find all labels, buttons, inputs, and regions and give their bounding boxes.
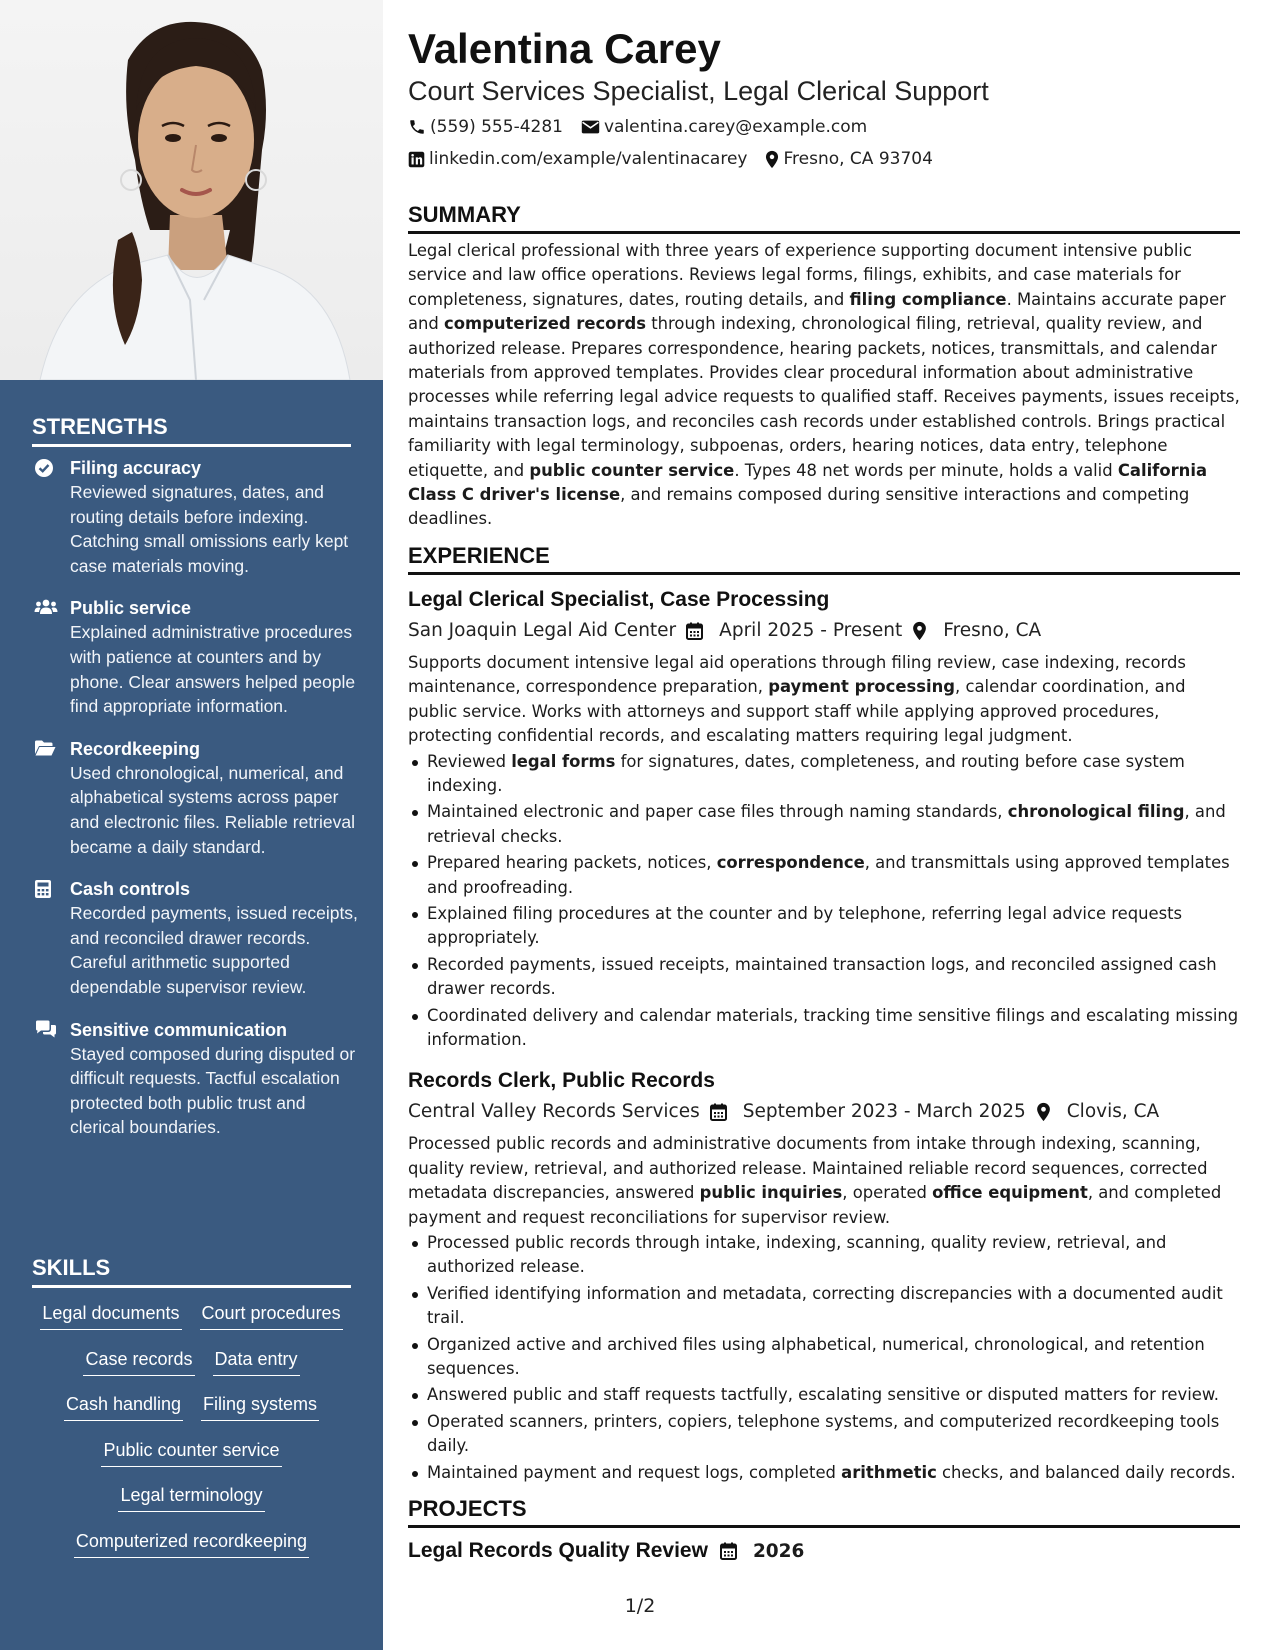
skill-tag: Case records	[83, 1348, 194, 1376]
sidebar	[0, 0, 383, 1650]
map-pin-icon	[1036, 1102, 1059, 1122]
skill-row	[24, 1302, 359, 1348]
job-dates	[686, 615, 902, 647]
bullet-item	[408, 1004, 1240, 1053]
job-entry	[408, 585, 1240, 1053]
bullet-item	[408, 953, 1240, 1002]
text-run: Processed public records through intake, indexing, scanning, quality review, retrieval, and authorized release.	[427, 1233, 1167, 1277]
text-run: Processed public records and administrative documents from intake through indexing, scanning, quality review, retrieval, and authorized release. Maintained reliable record sequences, corrected metadata discrepancies, answered	[408, 1134, 1208, 1203]
candidate-title: Court Services Specialist, Legal Clerical Support	[408, 76, 989, 106]
text-run: Coordinated delivery and calendar materials, tracking time sensitive filings and escalating missing information.	[427, 1005, 1239, 1049]
job-dates-text: April 2025 - Present	[719, 619, 903, 641]
text-run: Maintained payment and request logs, completed	[427, 1462, 842, 1482]
strength-item	[32, 456, 362, 578]
map-pin-icon	[912, 621, 935, 641]
text-run: through indexing, chronological filing, retrieval, quality review, and authorized release. Prepares correspondence, hearing packets, notices, transmittals, and calendar materials from approved templates. Provides clear procedural information about administrative processes while referring legal advice requests to qualified staff. Receives payments, issues receipts, maintains transaction logs, and reconciles cash records under established controls. Brings practical familiarity with legal terminology, subpoenas, orders, hearing notices, data entry, telephone etiquette, and	[408, 314, 1240, 480]
location-text: Fresno, CA 93704	[783, 149, 933, 169]
bold-phrase: California Class C driver's license	[408, 460, 1208, 505]
projects-list	[408, 1536, 1240, 1566]
skill-tag: Computerized recordkeeping	[74, 1530, 309, 1558]
calendar-icon	[720, 1542, 745, 1560]
bullet-item	[408, 1333, 1240, 1382]
bullet-item	[408, 1383, 1240, 1407]
strength-item	[32, 1018, 362, 1140]
bullet-item	[408, 1410, 1240, 1459]
text-run: Prepared hearing packets, notices,	[427, 853, 717, 873]
map-pin-icon	[765, 150, 779, 169]
bold-phrase: filing compliance	[849, 289, 1007, 309]
users-icon	[34, 598, 54, 618]
skills-heading: SKILLS	[32, 1255, 351, 1288]
text-run: Legal clerical professional with three years of experience supporting document intensive public service and law office operations. Reviews legal forms, filings, exhibits, and case materials for completeness, signatures, dates, routing details, and	[408, 241, 1192, 309]
strength-title: Filing accuracy	[70, 458, 202, 478]
skill-row	[24, 1439, 359, 1485]
bullet-item	[408, 902, 1240, 951]
bold-phrase: computerized records	[444, 314, 647, 334]
job-bullets	[408, 1231, 1240, 1485]
envelope-icon	[581, 119, 600, 135]
email-contact[interactable]	[581, 111, 867, 143]
text-run: Operated scanners, printers, copiers, telephone systems, and computerized recordkeeping tools daily.	[427, 1411, 1220, 1456]
phone-contact[interactable]	[408, 111, 563, 143]
bullet-item	[408, 1461, 1240, 1485]
job-title: Records Clerk, Public Records	[408, 1069, 715, 1093]
text-run: , operated	[842, 1183, 933, 1203]
candidate-name: Valentina Carey	[408, 25, 721, 72]
linkedin-text: linkedin.com/example/valentinacarey	[429, 149, 748, 169]
bold-phrase: public counter service	[529, 460, 735, 480]
strength-description: Stayed composed during disputed or difficult requests. Tactful escalation protected both public trust and clerical boundaries.	[70, 1043, 356, 1138]
skill-row	[24, 1393, 359, 1439]
job-description	[408, 651, 1240, 749]
job-location-text: Fresno, CA	[943, 619, 1042, 641]
skill-tag: Data entry	[213, 1348, 300, 1376]
text-run: Recorded payments, issued receipts, maintained transaction logs, and reconciled assigned cash drawer records.	[427, 954, 1217, 999]
job-entry	[408, 1066, 1240, 1485]
text-run: . Maintains accurate paper and	[408, 289, 1226, 334]
job-meta	[408, 615, 1240, 647]
phone-text: (559) 555-4281	[430, 117, 563, 137]
job-bullets	[408, 750, 1240, 1053]
page-number: 1/2	[624, 1595, 656, 1617]
company-name: Central Valley Records Services	[408, 1101, 700, 1123]
text-run: Explained filing procedures at the counter and by telephone, referring legal advice requests appropriately.	[427, 903, 1183, 948]
text-run: , and completed payment and request reconciliations for supervisor review.	[408, 1183, 1222, 1227]
text-run: Supports document intensive legal aid operations through filing review, case indexing, records maintenance, correspondence preparation,	[408, 652, 1186, 697]
project-title: Legal Records Quality Review	[408, 1539, 708, 1563]
contact-row-1	[408, 111, 1240, 143]
skill-row	[24, 1484, 359, 1530]
strengths-list	[32, 456, 362, 1158]
bullet-item	[408, 1282, 1240, 1331]
job-meta	[408, 1096, 1240, 1128]
strength-item	[32, 737, 362, 859]
phone-icon	[408, 118, 426, 136]
location-contact	[765, 143, 932, 175]
text-run: Answered public and staff requests tactfully, escalating sensitive or disputed matters for review.	[427, 1385, 1219, 1405]
bold-phrase: correspondence	[716, 853, 865, 873]
text-run: Maintained electronic and paper case files through naming standards,	[427, 802, 1008, 822]
skill-tag: Cash handling	[64, 1393, 183, 1421]
linkedin-icon	[408, 151, 425, 168]
linkedin-contact[interactable]	[408, 143, 747, 175]
text-run: checks, and balanced daily records.	[936, 1462, 1236, 1482]
job-title: Legal Clerical Specialist, Case Processing	[408, 587, 830, 611]
summary-heading: SUMMARY	[408, 201, 1240, 234]
skill-tag: Filing systems	[201, 1393, 319, 1421]
company-name: San Joaquin Legal Aid Center	[408, 619, 677, 641]
folder-open-icon	[34, 739, 54, 759]
strength-description: Explained administrative procedures with patience at counters and by phone. Clear answers helped people find appropriate information.	[70, 622, 356, 717]
job-dates-text: September 2023 - March 2025	[742, 1101, 1026, 1123]
comments-icon	[34, 1020, 54, 1040]
contact-row-2	[408, 143, 1240, 175]
project-date-text: 2026	[752, 1540, 805, 1562]
calendar-icon	[686, 622, 711, 640]
project-entry	[408, 1536, 1240, 1566]
strength-item	[32, 596, 362, 718]
project-date	[720, 1541, 805, 1562]
strength-title: Cash controls	[70, 879, 191, 900]
summary-text	[408, 239, 1240, 532]
text-run: . Types 48 net words per minute, holds a valid	[734, 460, 1118, 480]
job-location	[1036, 1096, 1159, 1128]
strength-description: Recorded payments, issued receipts, and reconciled drawer records. Careful arithmetic supported dependable supervisor review.	[70, 903, 358, 997]
bullet-item	[408, 800, 1240, 849]
strength-description: Reviewed signatures, dates, and routing details before indexing. Catching small omissions early kept case materials moving.	[70, 482, 349, 576]
bold-phrase: public inquiries	[699, 1183, 843, 1203]
skill-row	[24, 1530, 359, 1576]
projects-heading: PROJECTS	[408, 1495, 1240, 1528]
bullet-item	[408, 851, 1240, 900]
strength-item	[32, 877, 362, 999]
main-content	[408, 24, 1240, 1566]
text-run: Reviewed	[427, 751, 512, 771]
job-location	[912, 615, 1041, 647]
bold-phrase: payment processing	[768, 677, 956, 697]
skills-list	[24, 1302, 359, 1575]
bold-phrase: office equipment	[932, 1183, 1088, 1203]
check-circle-icon	[34, 458, 54, 478]
email-text: valentina.carey@example.com	[603, 117, 868, 137]
bullet-item	[408, 1231, 1240, 1280]
text-run: , and remains composed during sensitive interactions and competing deadlines.	[408, 485, 1190, 529]
job-description	[408, 1132, 1240, 1230]
job-dates	[710, 1096, 1026, 1128]
skill-row	[24, 1348, 359, 1394]
skill-tag: Legal terminology	[118, 1484, 264, 1512]
text-run: , and transmittals using approved templates and proofreading.	[427, 853, 1230, 897]
bold-phrase: arithmetic	[841, 1462, 937, 1482]
strength-title: Recordkeeping	[70, 738, 201, 759]
strengths-heading: STRENGTHS	[32, 414, 351, 447]
bullet-item	[408, 750, 1240, 799]
calculator-icon	[34, 879, 54, 899]
experience-list	[408, 585, 1240, 1485]
bold-phrase: chronological filing	[1007, 802, 1185, 822]
text-run: Verified identifying information and metadata, correcting discrepancies with a documented audit trail.	[427, 1283, 1223, 1328]
text-run: , calendar coordination, and public service. Works with attorneys and support staff while applying approved procedures, protecting confidential records, and escalating matters requiring legal judgment.	[408, 677, 1186, 746]
bold-phrase: legal forms	[511, 751, 616, 771]
text-run: , and retrieval checks.	[427, 802, 1226, 846]
strength-title: Public service	[70, 598, 192, 619]
text-run: Organized active and archived files using alphabetical, numerical, chronological, and retention sequences.	[427, 1334, 1205, 1379]
experience-heading: EXPERIENCE	[408, 542, 1240, 575]
text-run: for signatures, dates, completeness, and routing before case system indexing.	[427, 751, 1185, 795]
strength-description: Used chronological, numerical, and alphabetical systems across paper and electronic files. Reliable retrieval became a daily standard.	[70, 762, 355, 857]
job-location-text: Clovis, CA	[1066, 1101, 1160, 1123]
strength-title: Sensitive communication	[70, 1019, 288, 1040]
skill-tag: Legal documents	[40, 1302, 181, 1330]
profile-photo	[0, 0, 383, 380]
calendar-icon	[710, 1103, 735, 1121]
skill-tag: Public counter service	[101, 1439, 281, 1467]
skill-tag: Court procedures	[200, 1302, 343, 1330]
